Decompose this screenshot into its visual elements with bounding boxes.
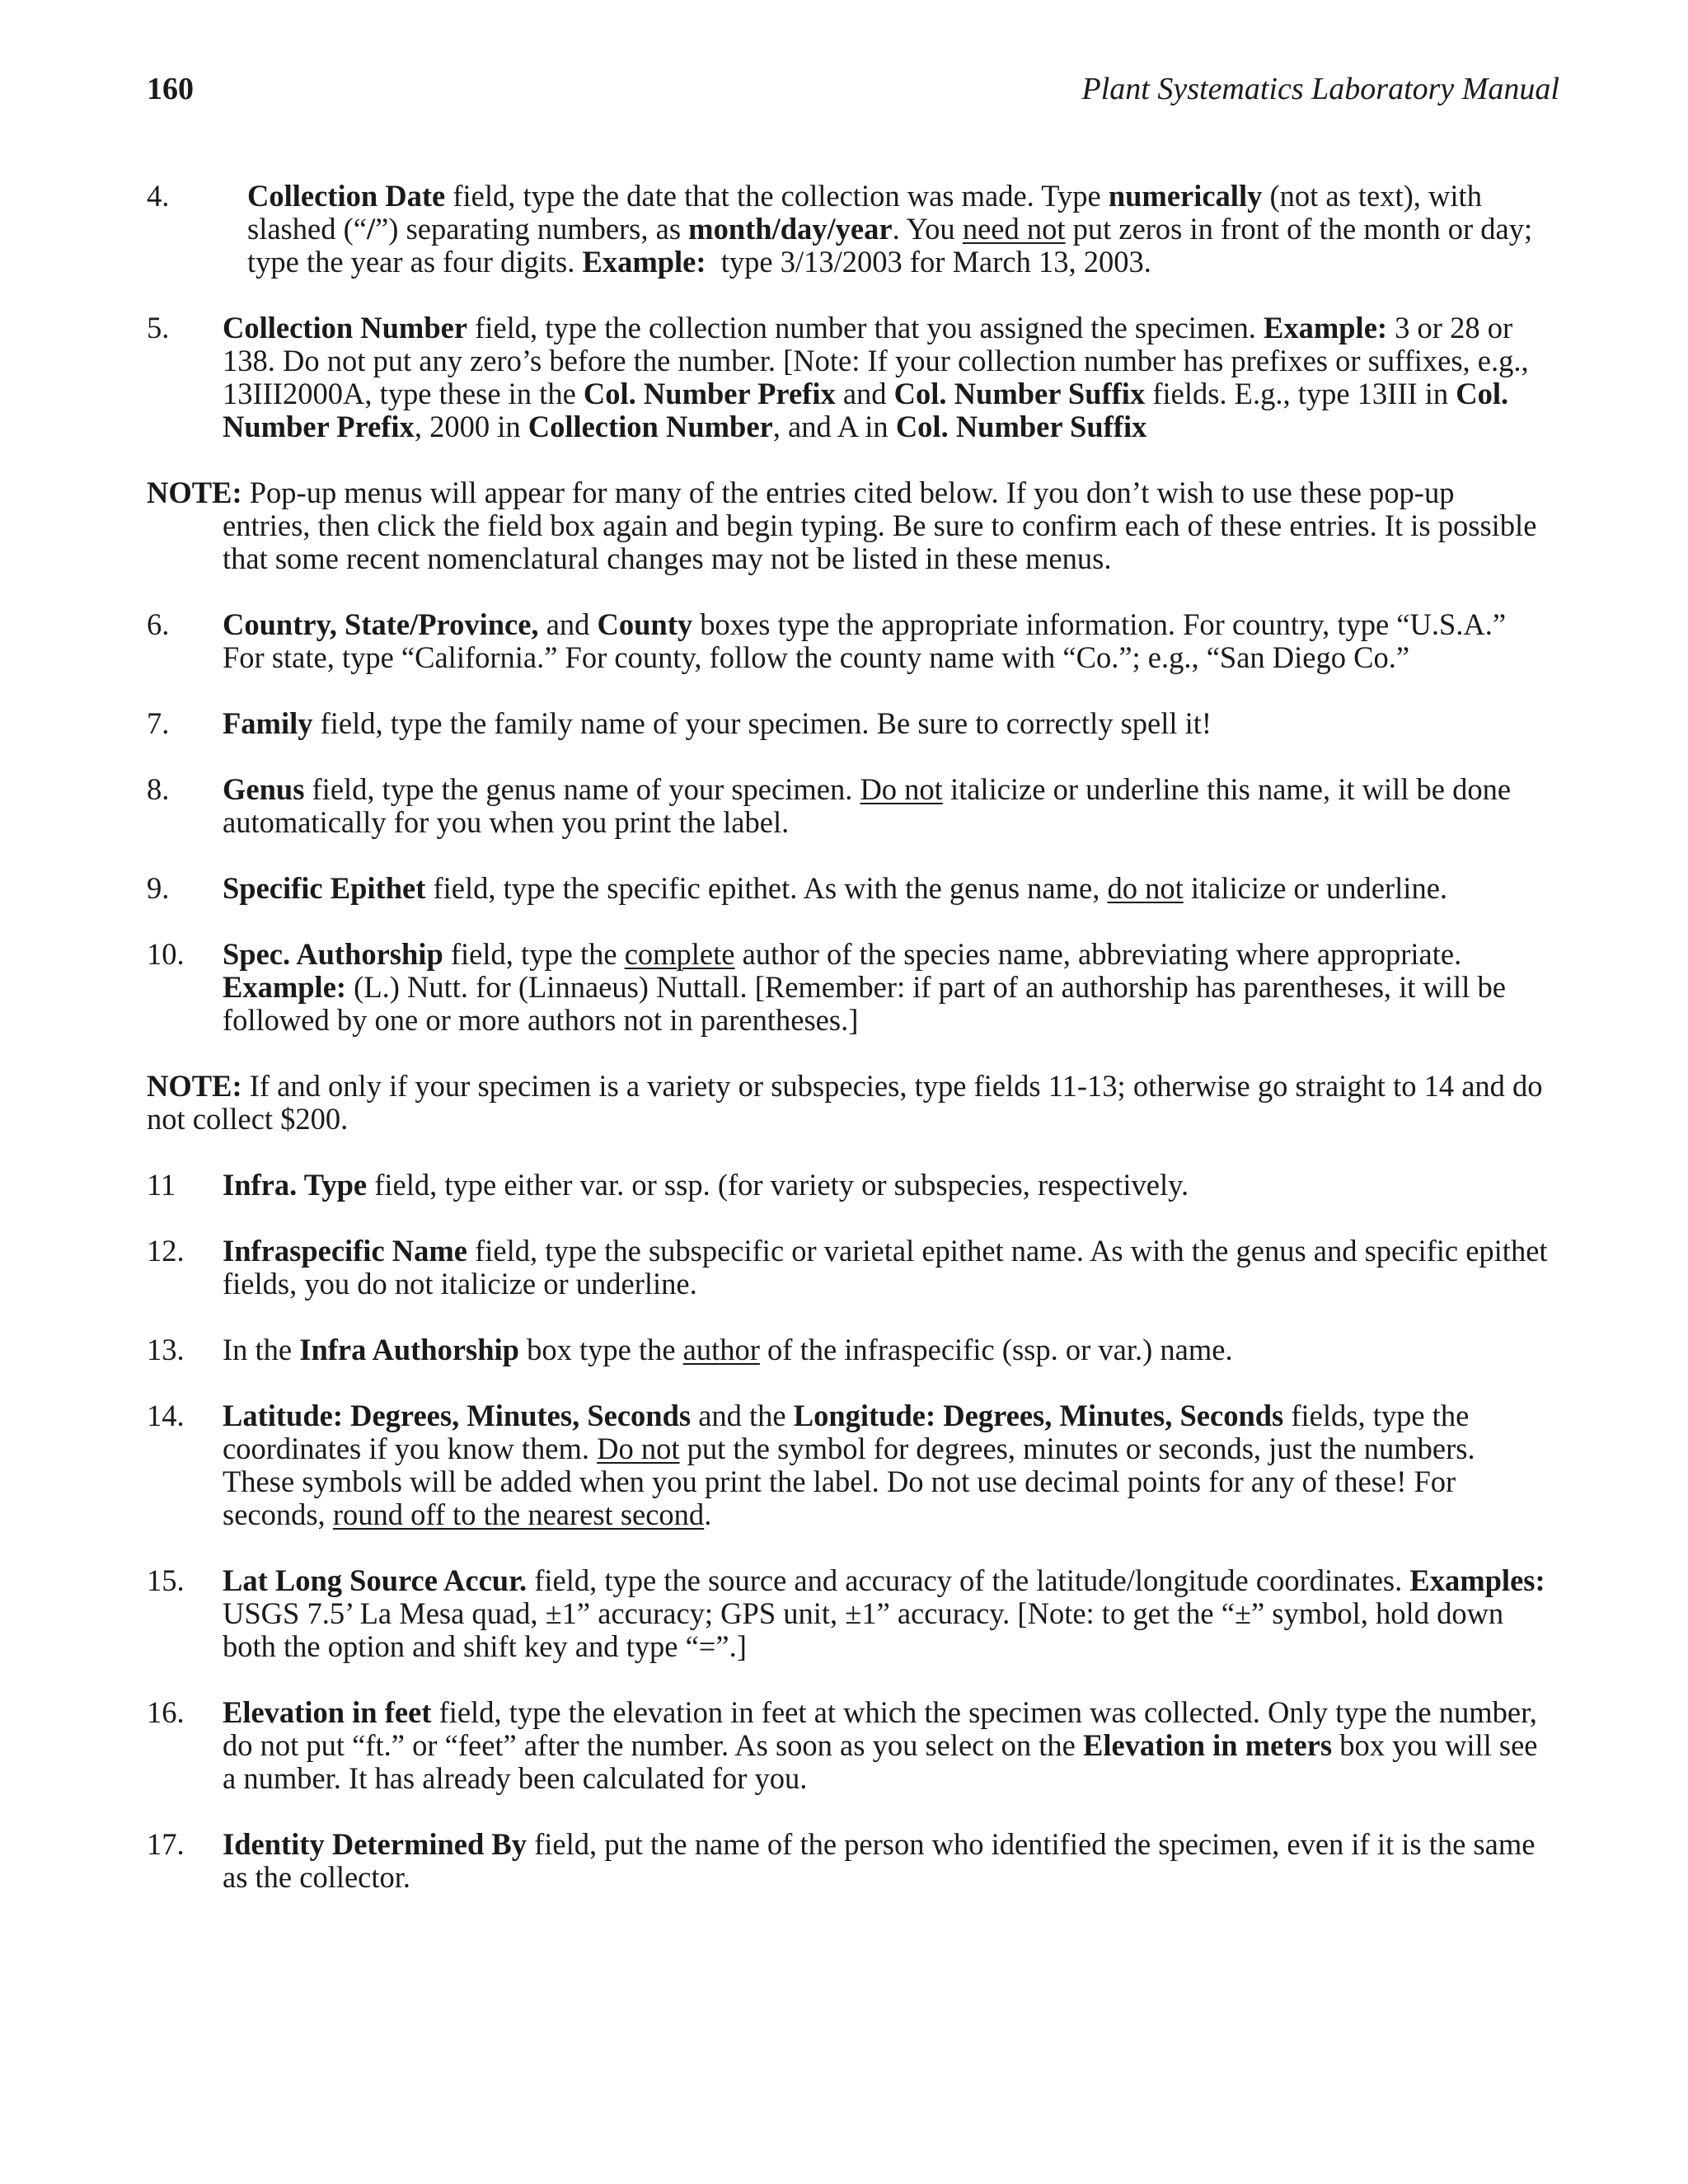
item-text: USGS 7.5’ La Mesa quad, ±1” accuracy; GPS unit, ±1” accuracy. [Note: to get the “±” symbol, hold down both the option and shift key and type “=”.] <box>223 1596 1504 1663</box>
item-text: author of the species name, abbreviating where appropriate. <box>734 937 1462 971</box>
field-name: Family <box>223 706 313 740</box>
field-name: Identity Determined By <box>223 1827 528 1861</box>
underlined-text: do not <box>1107 871 1184 905</box>
field-name: Col. Number Prefix <box>223 377 1509 443</box>
example-label: Example: <box>223 970 347 1004</box>
list-item-7 <box>147 707 1548 740</box>
field-name: Col. Number Suffix <box>895 410 1147 443</box>
item-text: field, type either var. or ssp. (for variety or subspecies, respectively. <box>367 1168 1189 1202</box>
item-text: fields. E.g., type 13III in <box>1145 377 1456 410</box>
item-text: italicize or underline this name, it will be done automatically for you when you print the label. <box>223 772 1512 839</box>
item-text: , and A in <box>772 410 896 443</box>
item-number: 11 <box>147 1168 176 1202</box>
item-text: field, type the family name of your specimen. Be sure to correctly spell it! <box>312 706 1212 740</box>
item-text: 3 or 28 or 138. Do not put any zero’s before the number. [Note: If your collection number has prefixes or suffixes, e.g., 13III2000A, type these in the <box>223 311 1529 410</box>
instruction-list <box>147 180 1548 1927</box>
item-text: put zeros in front of the month or day; type the year as four digits. <box>247 212 1533 279</box>
item-text: and <box>538 607 598 641</box>
item-text: field, type the <box>443 937 625 971</box>
item-text: and <box>835 377 894 410</box>
item-text: field, type the genus name of your specimen. <box>304 772 860 806</box>
item-text: type 3/13/2003 for March 13, 2003. <box>706 245 1151 279</box>
field-name: Specific Epithet <box>223 871 426 905</box>
example-label: Examples: <box>1409 1563 1545 1597</box>
list-item-17 <box>147 1828 1548 1894</box>
item-text: italicize or underline. <box>1183 871 1448 905</box>
underlined-text: Do not <box>597 1432 680 1465</box>
item-number: 4. <box>147 179 170 213</box>
underlined-text: Do not <box>860 772 943 806</box>
item-text: ”) separating numbers, as <box>375 212 689 246</box>
field-name: Elevation in meters <box>1083 1728 1333 1762</box>
item-text: field, put the name of the person who identified the specimen, even if it is the same as the collector. <box>223 1827 1536 1894</box>
list-item-16 <box>147 1696 1548 1795</box>
field-name: Genus <box>223 772 305 806</box>
note-text: Pop-up menus will appear for many of the entries cited below. If you don’t wish to use these pop-up entries, then click the field box again and begin typing. Be sure to confirm each of these entries. It is possible that some recent nomenclatural changes may not be listed in these menus. <box>223 476 1537 575</box>
field-name: Longitude: Degrees, Minutes, Seconds <box>793 1399 1284 1432</box>
item-number: 10. <box>147 937 185 971</box>
field-name: Latitude: Degrees, Minutes, Seconds <box>223 1399 692 1432</box>
item-number: 13. <box>147 1333 185 1366</box>
item-number: 16. <box>147 1695 185 1729</box>
list-item-13 <box>147 1333 1548 1366</box>
list-item-10 <box>147 938 1548 1037</box>
item-text: field, type the collection number that you assigned the specimen. <box>467 311 1264 344</box>
list-item-11 <box>147 1169 1548 1202</box>
list-item-5 <box>147 312 1548 443</box>
field-name: County <box>597 607 693 641</box>
list-item-6 <box>147 608 1548 674</box>
note-variety-subspecies <box>147 1070 1548 1136</box>
underlined-text: round off to the nearest second <box>332 1497 705 1531</box>
item-text: (not as text), with slashed (“ <box>247 179 1482 246</box>
emphasis: month/day/year <box>688 212 893 246</box>
field-name: Col. Number Prefix <box>583 377 836 410</box>
note-label: NOTE: <box>147 1069 242 1103</box>
item-text: boxes type the appropriate information. For country, type “U.S.A.” For state, type “California.” For county, follow the county name with “Co.”; e.g., “San Diego Co.” <box>223 607 1507 674</box>
item-text: field, type the date that the collection was made. Type <box>445 179 1109 213</box>
underlined-text: author <box>682 1333 760 1366</box>
list-item-4 <box>147 180 1548 279</box>
item-text: . <box>704 1497 712 1531</box>
example-label: Example: <box>582 245 706 279</box>
field-name: Collection Number <box>223 311 468 344</box>
item-text: put the symbol for degrees, minutes or seconds, just the numbers. These symbols will be added when you print the label. Do not use decimal points for any of these! For seconds, <box>223 1432 1475 1531</box>
page-number: 160 <box>147 72 194 106</box>
item-text: field, type the source and accuracy of the latitude/longitude coordinates. <box>527 1563 1410 1597</box>
item-text: field, type the specific epithet. As with the genus name, <box>425 871 1108 905</box>
list-item-8 <box>147 773 1548 839</box>
field-name: Infraspecific Name <box>223 1234 467 1268</box>
list-item-14 <box>147 1399 1548 1531</box>
list-item-15 <box>147 1564 1548 1663</box>
item-number: 12. <box>147 1234 185 1268</box>
field-name: Collection Number <box>528 410 773 443</box>
note-popup-menus <box>147 476 1548 575</box>
item-number: 7. <box>147 706 170 740</box>
item-number: 17. <box>147 1827 185 1861</box>
item-text: . You <box>892 212 963 246</box>
emphasis: / <box>366 212 376 246</box>
item-text: box type the <box>518 1333 683 1366</box>
field-name: Col. Number Suffix <box>893 377 1146 410</box>
item-number: 6. <box>147 607 170 641</box>
field-name: Collection Date <box>247 179 446 213</box>
list-item-9 <box>147 872 1548 905</box>
running-title: Plant Systematics Laboratory Manual <box>1081 72 1559 106</box>
list-item-12 <box>147 1235 1548 1301</box>
example-label: Example: <box>1264 311 1388 344</box>
note-label: NOTE: <box>147 476 242 509</box>
field-name: Infra Authorship <box>299 1333 519 1366</box>
page-header <box>147 66 1559 115</box>
item-number: 5. <box>147 311 170 344</box>
item-number: 9. <box>147 871 170 905</box>
item-text: fields, type the coordinates if you know them. <box>223 1399 1470 1465</box>
item-text: and the <box>691 1399 794 1432</box>
underlined-text: need not <box>962 212 1066 246</box>
field-name: Lat Long Source Accur. <box>223 1563 528 1597</box>
item-text: field, type the subspecific or varietal epithet name. As with the genus and specific epithet fields, you do not italicize or underline. <box>223 1234 1548 1301</box>
item-text: (L.) Nutt. for (Linnaeus) Nuttall. [Remember: if part of an authorship has parentheses, it will be followed by one or more authors not in parentheses.] <box>223 970 1506 1037</box>
document-page <box>147 66 1559 1894</box>
note-text: If and only if your specimen is a variety or subspecies, type fields 11-13; otherwise go straight to 14 and do not collect $200. <box>147 1069 1543 1136</box>
field-name: Spec. Authorship <box>223 937 443 971</box>
item-number: 15. <box>147 1563 185 1597</box>
item-text: , 2000 in <box>414 410 528 443</box>
item-text: field, type the elevation in feet at which the specimen was collected. Only type the number, do not put “ft.” or “feet” after the number. As soon as you select on the <box>223 1695 1537 1762</box>
emphasis: numerically <box>1108 179 1263 213</box>
item-number: 8. <box>147 772 170 806</box>
item-text: In the <box>223 1333 300 1366</box>
underlined-text: complete <box>624 937 735 971</box>
item-text: box you will see a number. It has already been calculated for you. <box>223 1728 1538 1795</box>
field-name: Country, State/Province, <box>223 607 539 641</box>
item-number: 14. <box>147 1399 185 1432</box>
field-name: Infra. Type <box>223 1168 368 1202</box>
item-text: of the infraspecific (ssp. or var.) name. <box>759 1333 1233 1366</box>
field-name: Elevation in feet <box>223 1695 432 1729</box>
